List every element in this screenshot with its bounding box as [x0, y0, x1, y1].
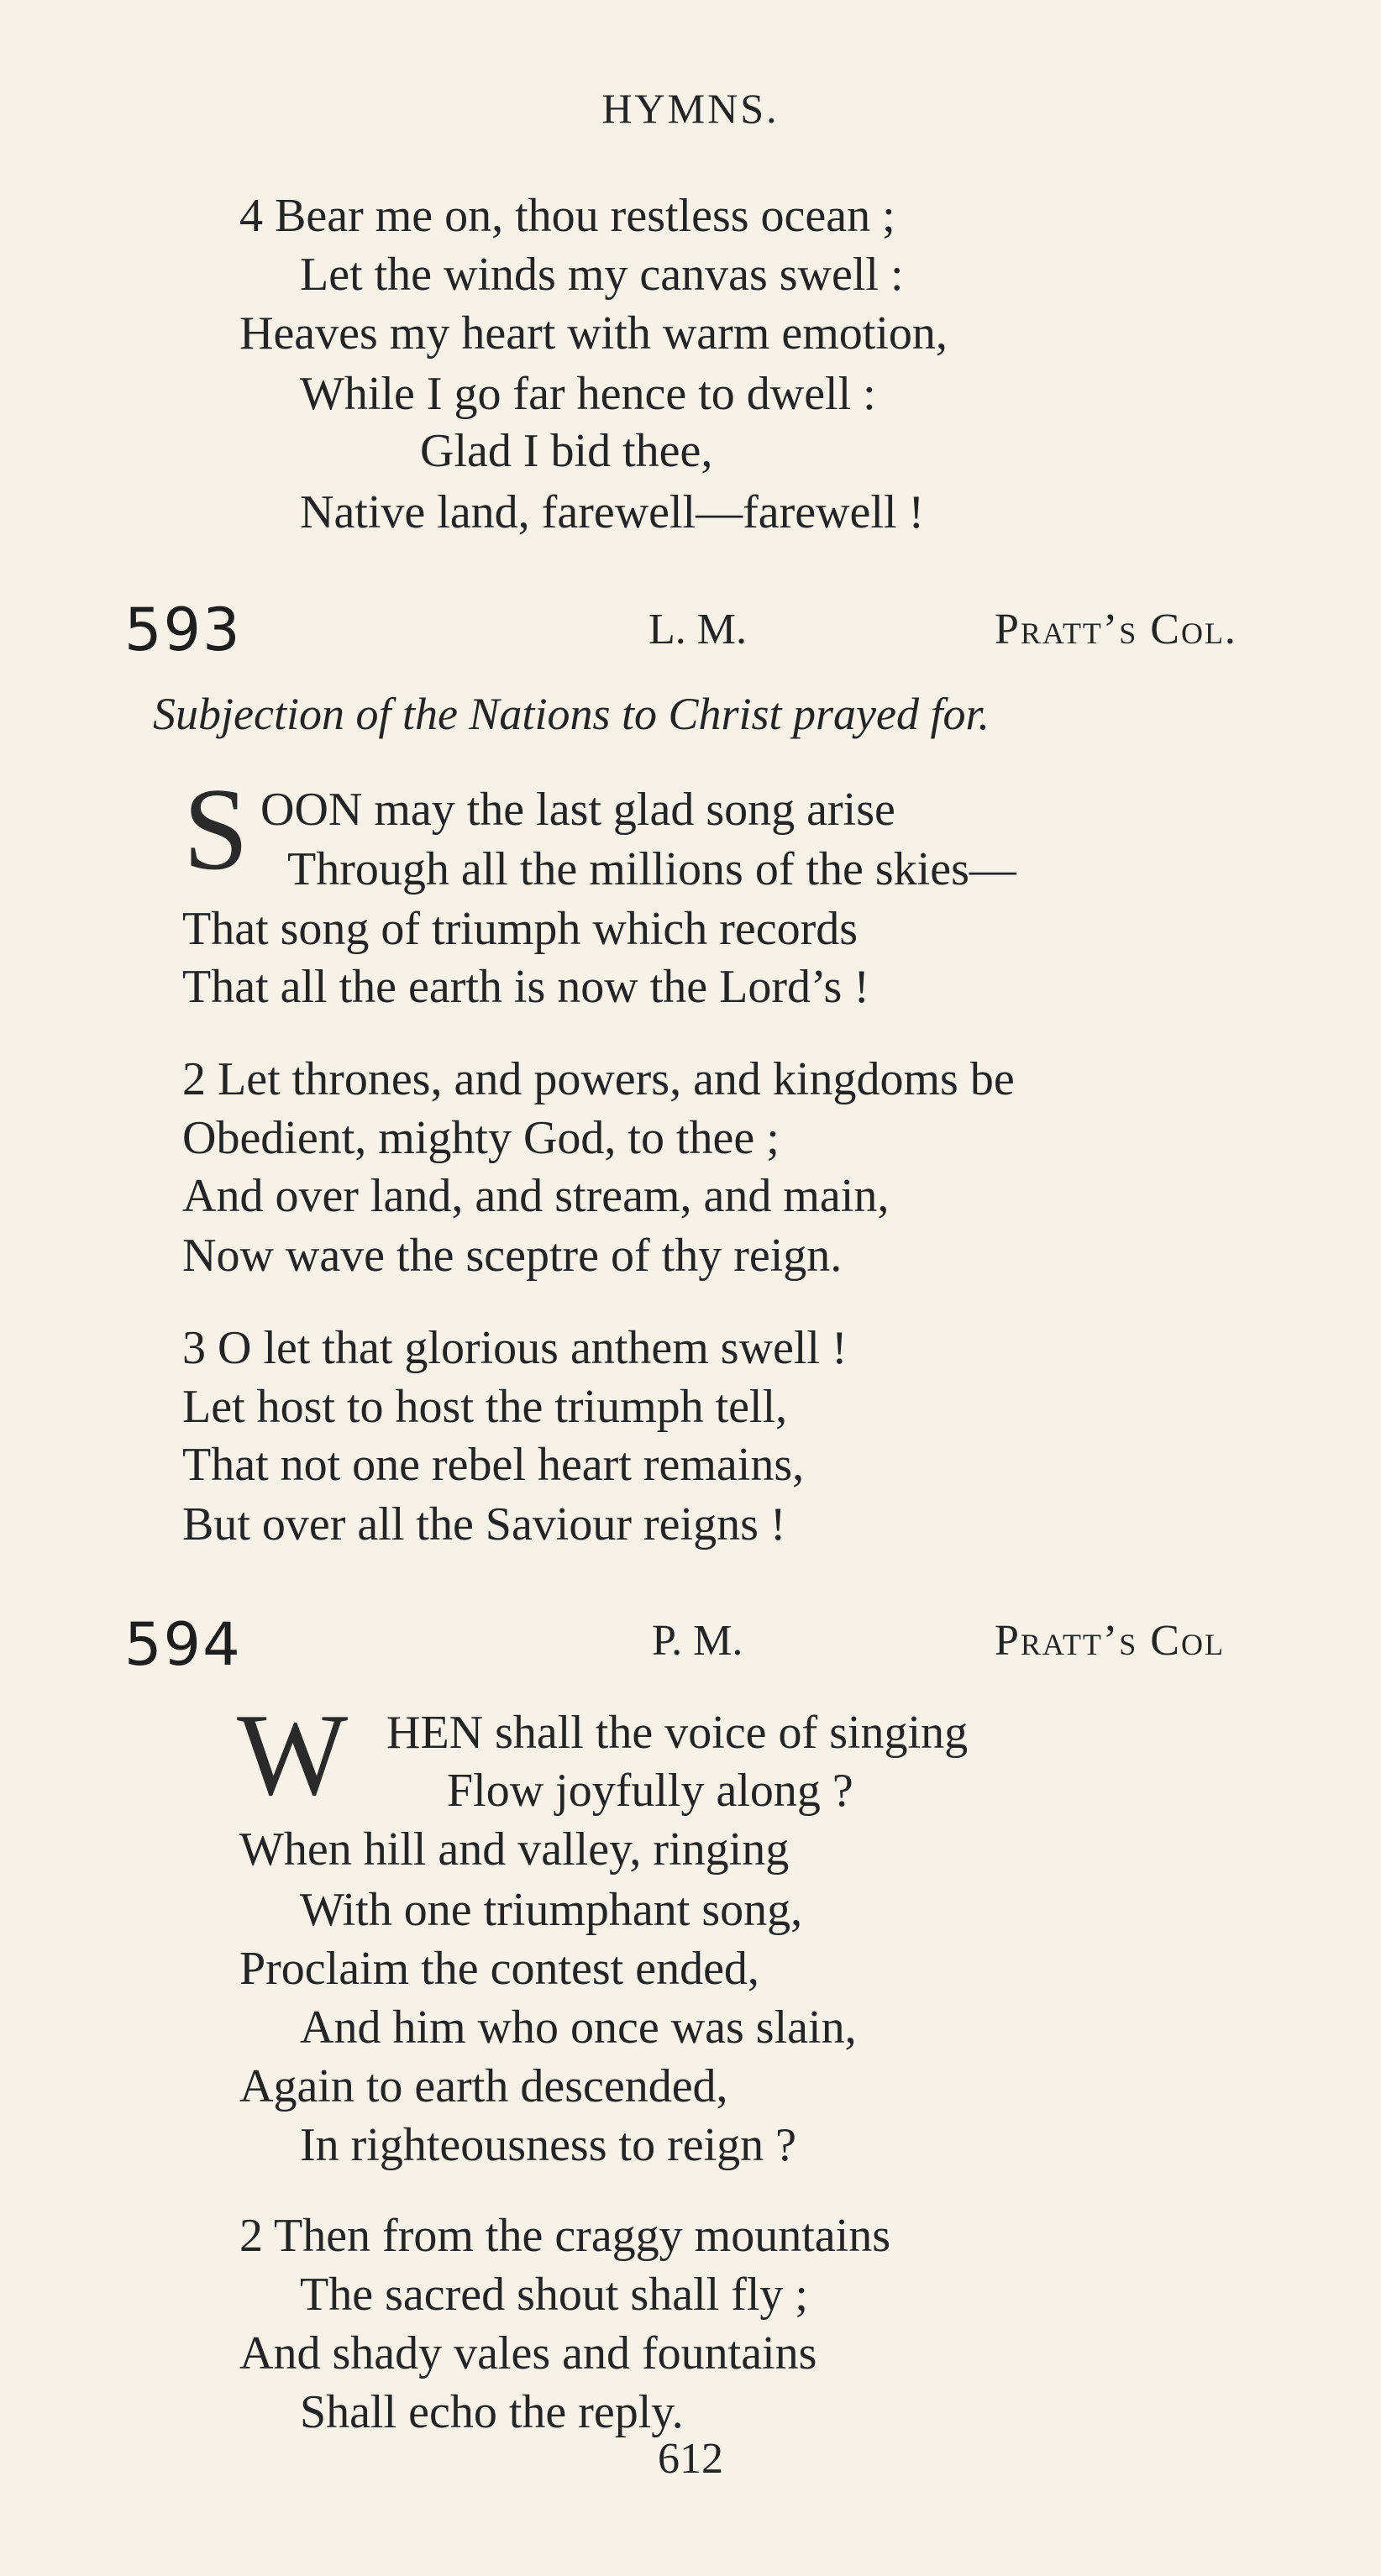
- stanza-line: While I go far hence to dwell :: [300, 368, 876, 420]
- hymn-source: Pratt’s Col.: [995, 606, 1237, 653]
- stanza-line: That song of triumph which records: [182, 903, 859, 955]
- stanza-line: But over all the Saviour reigns !: [182, 1498, 786, 1550]
- hymn-meter: L. M.: [648, 606, 747, 653]
- page-number: 612: [658, 2435, 723, 2483]
- stanza-line: 3 O let that glorious anthem swell !: [182, 1322, 848, 1374]
- stanza-line: HEN shall the voice of singing: [386, 1707, 969, 1759]
- stanza-line: Flow joyfully along ?: [447, 1765, 853, 1817]
- stanza-line: That all the earth is now the Lord’s !: [182, 961, 869, 1013]
- hymn-number: 594: [124, 1610, 242, 1679]
- stanza-line: The sacred shout shall fly ;: [300, 2269, 808, 2321]
- running-head: HYMNS.: [601, 85, 780, 132]
- drop-cap: W: [237, 1690, 349, 1820]
- stanza-line: Native land, farewell—farewell !: [300, 486, 925, 538]
- stanza-line: Proclaim the contest ended,: [239, 1943, 759, 1995]
- stanza-line: Through all the millions of the skies—: [287, 843, 1016, 895]
- stanza-line: Let the winds my canvas swell :: [300, 249, 904, 301]
- hymn-number: 593: [124, 595, 242, 664]
- stanza-line: When hill and valley, ringing: [239, 1823, 790, 1876]
- stanza-line: 2 Then from the craggy mountains: [239, 2210, 891, 2262]
- hymn-meter: P. M.: [652, 1617, 743, 1665]
- stanza-line: Heaves my heart with warm emotion,: [239, 307, 948, 359]
- stanza-line: And shady vales and fountains: [239, 2327, 817, 2379]
- stanza-line: And him who once was slain,: [300, 2002, 857, 2054]
- stanza-line: That not one rebel heart remains,: [182, 1439, 805, 1491]
- stanza-line: Let host to host the triumph tell,: [182, 1381, 788, 1433]
- hymn-subtitle: Subjection of the Nations to Christ prayed for.: [153, 689, 990, 739]
- stanza-line: In righteousness to reign ?: [300, 2119, 796, 2171]
- stanza-line: Obedient, mighty God, to thee ;: [182, 1112, 780, 1164]
- stanza-line: Now wave the sceptre of thy reign.: [182, 1230, 843, 1282]
- stanza-line: Again to earth descended,: [239, 2060, 728, 2112]
- stanza-line: Shall echo the reply.: [300, 2386, 684, 2438]
- stanza-line: And over land, and stream, and main,: [182, 1170, 890, 1222]
- stanza-line: Glad I bid thee,: [420, 425, 713, 477]
- stanza-line: With one triumphant song,: [300, 1884, 803, 1936]
- hymn-source: Pratt’s Col: [995, 1617, 1225, 1665]
- stanza-line: 2 Let thrones, and powers, and kingdoms be: [182, 1053, 1015, 1105]
- drop-cap: S: [183, 764, 249, 895]
- stanza-line: OON may the last glad song arise: [260, 784, 895, 836]
- stanza-line: 4 Bear me on, thou restless ocean ;: [239, 190, 895, 242]
